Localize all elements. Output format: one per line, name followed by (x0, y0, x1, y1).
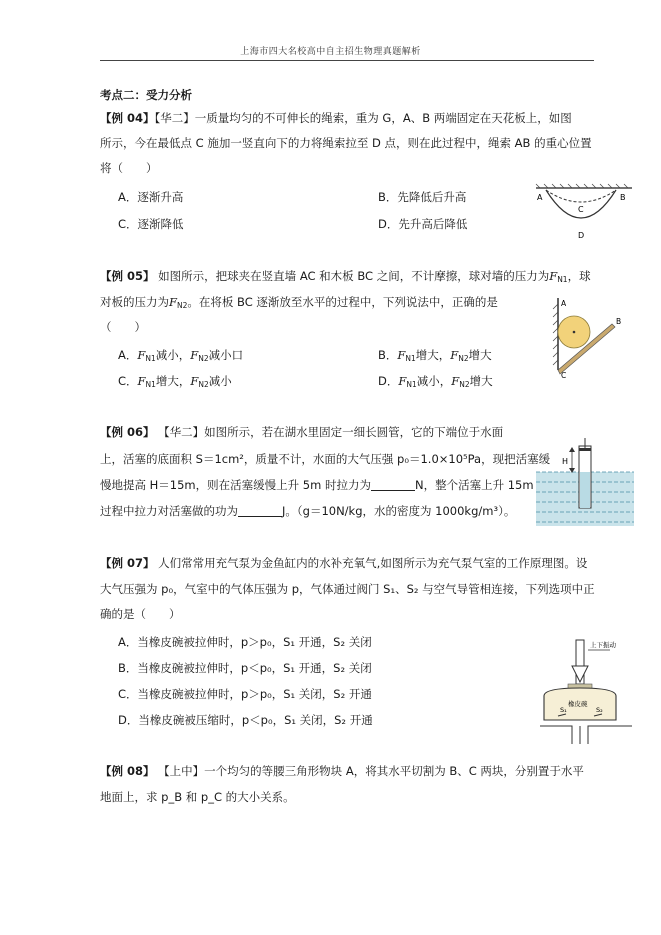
q07-option-b: B．当橡皮碗被拉伸时，p＜p₀，S₁ 开通，S₂ 关闭 (118, 661, 372, 675)
q04-option-d: D．先升高后降低 (378, 217, 468, 231)
q04-option-b: B．先降低后升高 (378, 190, 467, 204)
q05-line-2: 对板的压力为$F_{N2}$。在将板 BC 逐渐放至水平的过程中，下列说法中，正确的是 (100, 295, 498, 310)
q06-blank-2[interactable] (238, 505, 282, 517)
q05-option-d: D．$F_{N1}$减小，$F_{N2}$增大 (378, 374, 493, 389)
q07-line-2: 大气压强为 p₀，气室中的气体压强为 p，气体通过阀门 S₁、S₂ 与空气导管相连接，下列选项中正 (100, 582, 595, 596)
q06-tag: 【例 06】 (100, 425, 155, 439)
q08-line-1: 【例 08】 【上中】一个均匀的等腰三角形物块 A，将其水平切割为 B、C 两块，分别置于水平 (100, 764, 584, 778)
q04-label-a: A (537, 193, 543, 202)
q04-option-a: A．逐渐升高 (118, 190, 184, 204)
q05-label-c: C (561, 371, 567, 380)
q05-label-b: B (616, 317, 622, 326)
q07-line-3: 确的是（ ） (100, 607, 181, 621)
q07-label-s1: S₁ (560, 706, 567, 714)
q05-ball-figure (546, 296, 626, 378)
q07-option-c: C．当橡皮碗被拉伸时，p＞p₀，S₁ 关闭，S₂ 开通 (118, 687, 372, 701)
q05-line-1: 【例 05】 如图所示，把球夹在竖直墙 AC 和木板 BC 之间，不计摩擦，球对墙的压力为$F_{N1}$，球 (100, 269, 591, 284)
page-header: 上海市四大名校高中自主招生物理真题解析 (240, 47, 421, 57)
q07-tag: 【例 07】 (100, 556, 155, 570)
q07-line-1: 【例 07】 人们常常用充气泵为金鱼缸内的水补充氧气,如图所示为充气泵气室的工作原理图。设 (100, 556, 588, 570)
q05-option-c: C．$F_{N1}$增大，$F_{N2}$减小 (118, 374, 232, 389)
q04-label-c: C (578, 205, 584, 214)
q05-option-a: A．$F_{N1}$减小，$F_{N2}$减小口 (118, 348, 244, 363)
q08-line-2: 地面上，求 p_B 和 p_C 的大小关系。 (100, 790, 295, 804)
q04-line-3: 将（ ） (100, 161, 158, 175)
header-rule (100, 60, 594, 61)
q04-tag: 【例 04】 (100, 111, 155, 125)
q07-label-bowl: 橡皮碗 (568, 700, 588, 708)
q06-tube-figure (536, 436, 634, 526)
q04-text-1: 【华二】一质量均匀的不可伸长的绳索，重为 G，A、B 两端固定在天花板上，如图 (154, 111, 572, 125)
q07-option-a: A．当橡皮碗被拉伸时，p＞p₀，S₁ 开通，S₂ 关闭 (118, 635, 372, 649)
q05-tag: 【例 05】 (100, 269, 155, 283)
q07-label-vibrate: 上下振动 (590, 641, 616, 649)
q04-label-b: B (620, 193, 626, 202)
q05-line-3: （ ） (100, 320, 146, 334)
q07-option-d: D．当橡皮碗被压缩时，p＜p₀，S₁ 关闭，S₂ 开通 (118, 713, 373, 727)
section-title: 考点二：受力分析 (100, 88, 192, 102)
q04-label-d: D (578, 231, 585, 240)
q06-line-1: 【例 06】 【华二】如图所示，若在湖水里固定一细长圆管，它的下端位于水面 (100, 425, 504, 439)
q06-label-h: H (562, 457, 569, 466)
q08-tag: 【例 08】 (100, 764, 155, 778)
q04-option-c: C．逐渐降低 (118, 217, 184, 231)
q06-line-3: 慢地提高 H＝15m，则在活塞缓慢上升 5m 时拉力为 N，整个活塞上升 15m (100, 478, 534, 492)
q05-label-a: A (561, 299, 567, 308)
q06-line-4: 过程中拉力对活塞做的功为 J。（g＝10N/kg，水的密度为 1000kg/m³）。 (100, 504, 516, 518)
q04-rope-figure (534, 184, 634, 242)
q07-label-s2: S₂ (596, 706, 603, 714)
q06-line-2: 上，活塞的底面积 S＝1cm²，质量不计，水面的大气压强 p₀＝1.0×10⁵Pa，现把活塞缓 (100, 452, 551, 466)
q06-blank-1[interactable] (371, 479, 415, 491)
q07-pump-figure (538, 636, 634, 746)
q04-line-2: 所示，今在最低点 C 施加一竖直向下的力将绳索拉至 D 点，则在此过程中，绳索 AB 的重心位置 (100, 136, 592, 150)
q05-option-b: B．$F_{N1}$增大，$F_{N2}$增大 (378, 348, 492, 363)
q04-line-1 (100, 111, 572, 125)
